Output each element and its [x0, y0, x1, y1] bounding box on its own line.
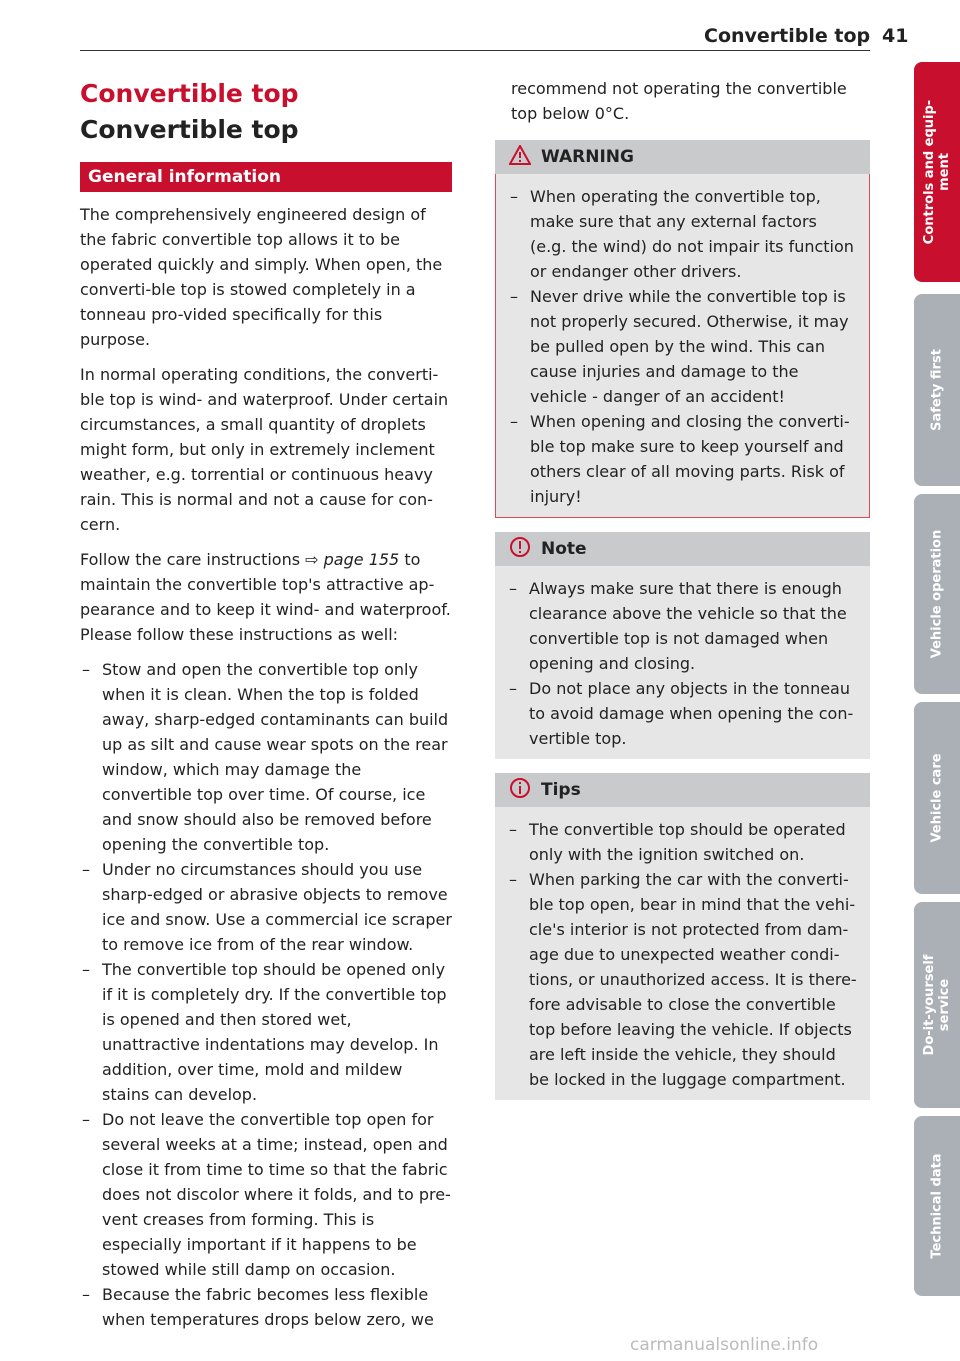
continuation-text: recommend not operating the convertible top below 0°C. — [511, 79, 847, 123]
list-item: – The convertible top should be operated only with the ignition switched on. — [507, 817, 858, 867]
list-item: – Do not leave the convertible top open for several weeks at a time; instead, open and close it from time to time so that the fabric does not discolor where it folds, and to pre-vent creases from forming. This is especially important if it happens to be stowed while still damp on occasion. — [80, 1107, 452, 1282]
sidebar-tab-controls[interactable]: Controls and equip- ment — [914, 62, 960, 282]
list-item: – When parking the car with the converti-ble top open, bear in mind that the vehi-cle's interior is not protected from dam-age due to unexpected weather condi-tions, or unauthorized access. It is there-fore advisable to close the convertible top before leaving the vehicle. If objects are left inside the vehicle, they should be locked in the luggage compartment. — [507, 867, 858, 1092]
exclamation-circle-icon — [509, 536, 531, 563]
note-box — [495, 532, 870, 759]
sidebar-tab-vehicle-operation[interactable]: Vehicle operation — [914, 494, 960, 694]
left-column — [80, 76, 452, 1332]
header-rule — [80, 50, 870, 51]
list-item: – When opening and closing the converti-ble top make sure to keep yourself and others clear of all moving parts. Risk of injury! — [508, 409, 857, 509]
warning-header — [495, 140, 870, 174]
paragraph: In normal operating conditions, the converti-ble top is wind- and waterproof. Under certain circumstances, a small quantity of droplets might form, but only in extremely inclement weather, e.g. torrential or continuous heavy rain. This is normal and not a cause for con-cern. — [80, 365, 449, 534]
note-body — [495, 566, 870, 759]
list-item: – Always make sure that there is enough clearance above the vehicle so that the convertible top is not damaged when opening and closing. — [507, 576, 858, 676]
sidebar-tab-vehicle-care[interactable]: Vehicle care — [914, 702, 960, 894]
page-number: 41 — [882, 25, 909, 47]
list-item: – Under no circumstances should you use sharp-edged or abrasive objects to remove ice and snow. Use a commercial ice scraper to remove ice from of the rear window. — [80, 857, 452, 957]
list-item: – Because the fabric becomes less flexible when temperatures drops below zero, we — [80, 1282, 452, 1332]
tips-header — [495, 773, 870, 807]
list-item: – Do not place any objects in the tonneau to avoid damage when opening the con-vertible top. — [507, 676, 858, 751]
tips-box — [495, 773, 870, 1100]
warning-label: WARNING — [541, 147, 634, 167]
paragraph: The comprehensively engineered design of the fabric convertible top allows it to be operated quickly and simply. When open, the converti-ble top is stowed completely in a tonneau pro-vided specifically for this purpose. — [80, 205, 443, 349]
list-item: – The convertible top should be opened only if it is completely dry. If the convertible top is opened and then stored wet, unattractive indentations may develop. In addition, over time, mold and mildew stains can develop. — [80, 957, 452, 1107]
page-reference-link[interactable]: ⇨ page 155 — [305, 550, 400, 569]
tips-body — [495, 807, 870, 1100]
subsection-band: General information — [80, 162, 452, 192]
list-item: – Stow and open the convertible top only when it is clean. When the top is folded away, sharp-edged contaminants can build up as silt and cause wear spots on the rear window, which may damage the convertible top over time. Of course, ice and snow should also be removed before opening the convertible top. — [80, 657, 452, 857]
watermark: carmanualsonline.info — [630, 1335, 819, 1355]
list-item: – Never drive while the convertible top is not properly secured. Otherwise, it may be pulled open by the wind. This can cause injuries and damage to the vehicle - danger of an accident! — [508, 284, 857, 409]
warning-triangle-icon — [509, 145, 531, 170]
sidebar-tab-safety[interactable]: Safety first — [914, 294, 960, 486]
list-item: – When operating the convertible top, make sure that any external factors (e.g. the wind) do not impair its function or endanger other drivers. — [508, 184, 857, 284]
care-instructions-paragraph: Follow the care instructions ⇨ page 155 to maintain the convertible top's attractive ap-pearance and to keep it wind- and waterproof. Please follow these instructions as well: — [80, 550, 451, 644]
chapter-title: Convertible top — [80, 79, 299, 108]
note-header — [495, 532, 870, 566]
sidebar-tab-technical-data[interactable]: Technical data — [914, 1116, 960, 1296]
warning-body — [495, 174, 870, 518]
running-header-title: Convertible top — [704, 25, 871, 47]
warning-box — [495, 140, 870, 518]
info-circle-icon — [509, 777, 531, 804]
right-column — [495, 76, 870, 1100]
sidebar-tab-diy-service[interactable]: Do-it-yourself service — [914, 902, 960, 1108]
note-label: Note — [541, 539, 587, 559]
section-title: Convertible top — [80, 115, 299, 144]
tips-label: Tips — [541, 780, 581, 800]
care-list — [80, 657, 452, 1332]
